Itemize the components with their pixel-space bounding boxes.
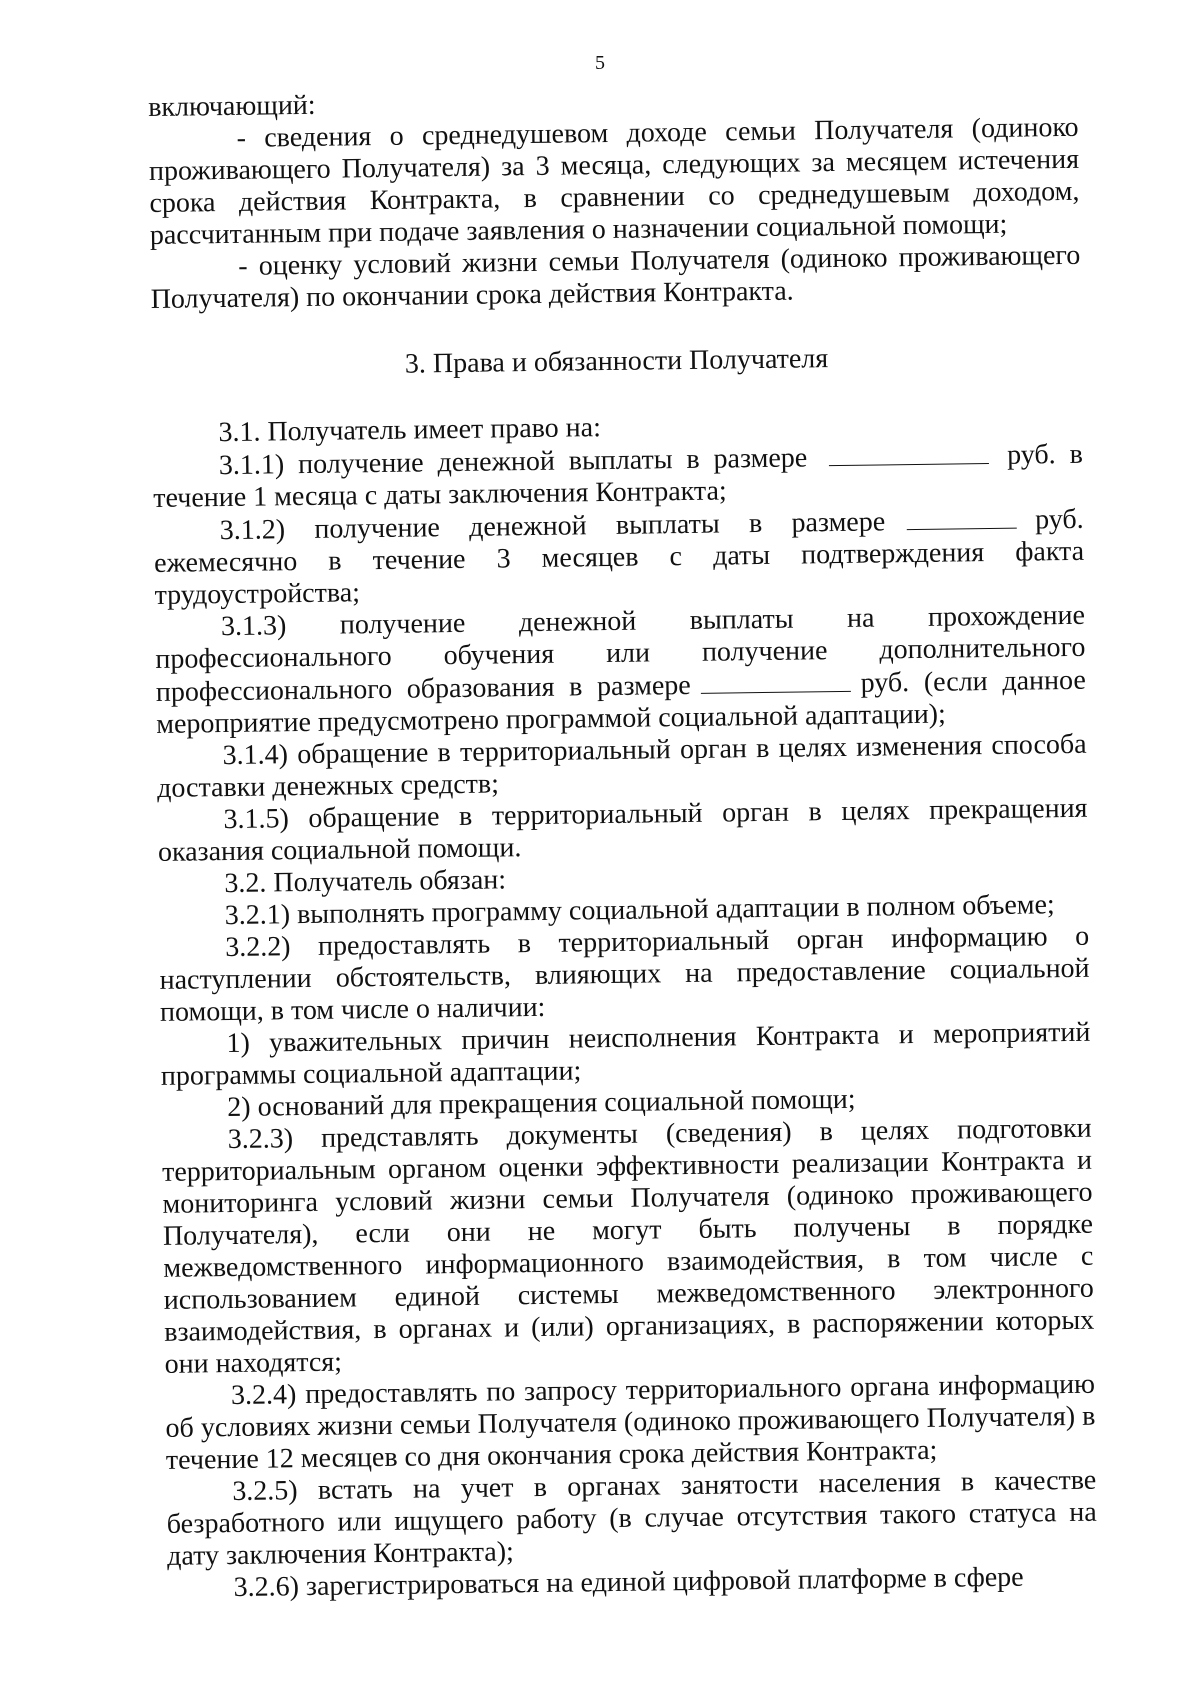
paragraph-3-2-4: 3.2.4) предоставлять по запросу территориального органа информацию об условиях жизни семьи Получателя (одиноко проживающего Получателя) в течение 12 месяцев со дня окончания срока действия Контракта; [165,1368,1096,1476]
paragraph-3-2-6: 3.2.6) зарегистрироваться на единой цифровой платформе в сфере [233,1561,1024,1604]
paragraph-3-1-2 [154,503,1085,612]
paragraph-3-1-1-text: 3.1.1) получение денежной выплаты в размере [218,442,808,482]
paragraph-3-1-2-text: 3.1.2) получение денежной выплаты в размере [219,506,886,547]
paragraph-intro: включающий: [148,89,316,123]
paragraph-3-1-5: 3.1.5) обращение в территориальный орган в целях прекращения оказания социальной помощи. [157,792,1088,868]
paragraph-3-1-2-tail: руб. ежемесячно в течение 3 месяцев с даты подтверждения факта трудоустройства; [153,503,1085,611]
list-item-2: 2) оснований для прекращения социальной помощи; [227,1083,856,1124]
paragraph-living-conditions: - оценку условий жизни семьи Получателя (одиноко проживающего Получателя) по окончании срока действия Контракта. [150,239,1081,315]
paragraph-3-2-3: 3.2.3) представлять документы (сведения) в целях подготовки территориальным органом оценки эффективности реализации Контракта и мониторинга условий жизни семьи Получателя (одиноко проживающего Получателя), если они не могут быть получены в порядке межведомственного информационного взаимодействия, в том числе с использованием единой системы межведомственного электронного взаимодействия, в органах и (или) организациях, в распоряжении которых они находятся; [161,1112,1095,1380]
paragraph-3-2-1: 3.2.1) выполнять программу социальной адаптации в полном объеме; [224,889,1055,932]
amount-blank-field [700,667,850,694]
paragraph-3-2-2: 3.2.2) предоставлять в территориальный орган информацию о наступлении обстоятельств, влияющих на предоставление социальной помощи, в том числе о наличии: [159,920,1090,1028]
list-item-1: 1) уважительных причин неисполнения Контракта и мероприятий программы социальной адаптации; [160,1016,1091,1092]
section-heading: 3. Права и обязанности Получателя [404,343,829,380]
amount-blank-field [829,439,989,466]
paragraph-3-1-3 [155,600,1087,741]
amount-blank-field [907,504,1017,530]
page-number: 5 [595,52,605,74]
paragraph-3-1-1-tail: руб. в течение 1 месяца с даты заключения Контракта; [153,438,1084,514]
paragraph-income-info: - сведения о среднедушевом доходе семьи Получателя (одиноко проживающего Получателя) за 3 месяца, следующих за месяцем истечения срока действия Контракта, в сравнении со среднедушевым доходом, рассчитанным при подаче заявления о назначении социальной помощи; [148,111,1080,251]
paragraph-3-1: 3.1. Получатель имеет право на: [218,412,602,449]
document-body [148,80,1098,1605]
paragraph-3-1-4: 3.1.4) обращение в территориальный орган в целях изменения способа доставки денежных средств; [156,728,1087,804]
paragraph-3-1-3-text: 3.1.3) получение денежной выплаты на прохождение профессионального обучения или получение дополнительного профессионального образования в размере [155,599,1086,708]
paragraph-3-2-5: 3.2.5) встать на учет в органах занятости населения в качестве безработного или ищущего работу (в случае отсутствия такого статуса на дату заключения Контракта); [166,1464,1097,1572]
paragraph-3-2: 3.2. Получатель обязан: [224,864,507,900]
paragraph-3-1-3-tail: руб. (если данное мероприятие предусмотрено программой социальной адаптации); [156,664,1086,740]
paragraph-3-1-1 [153,438,1084,515]
